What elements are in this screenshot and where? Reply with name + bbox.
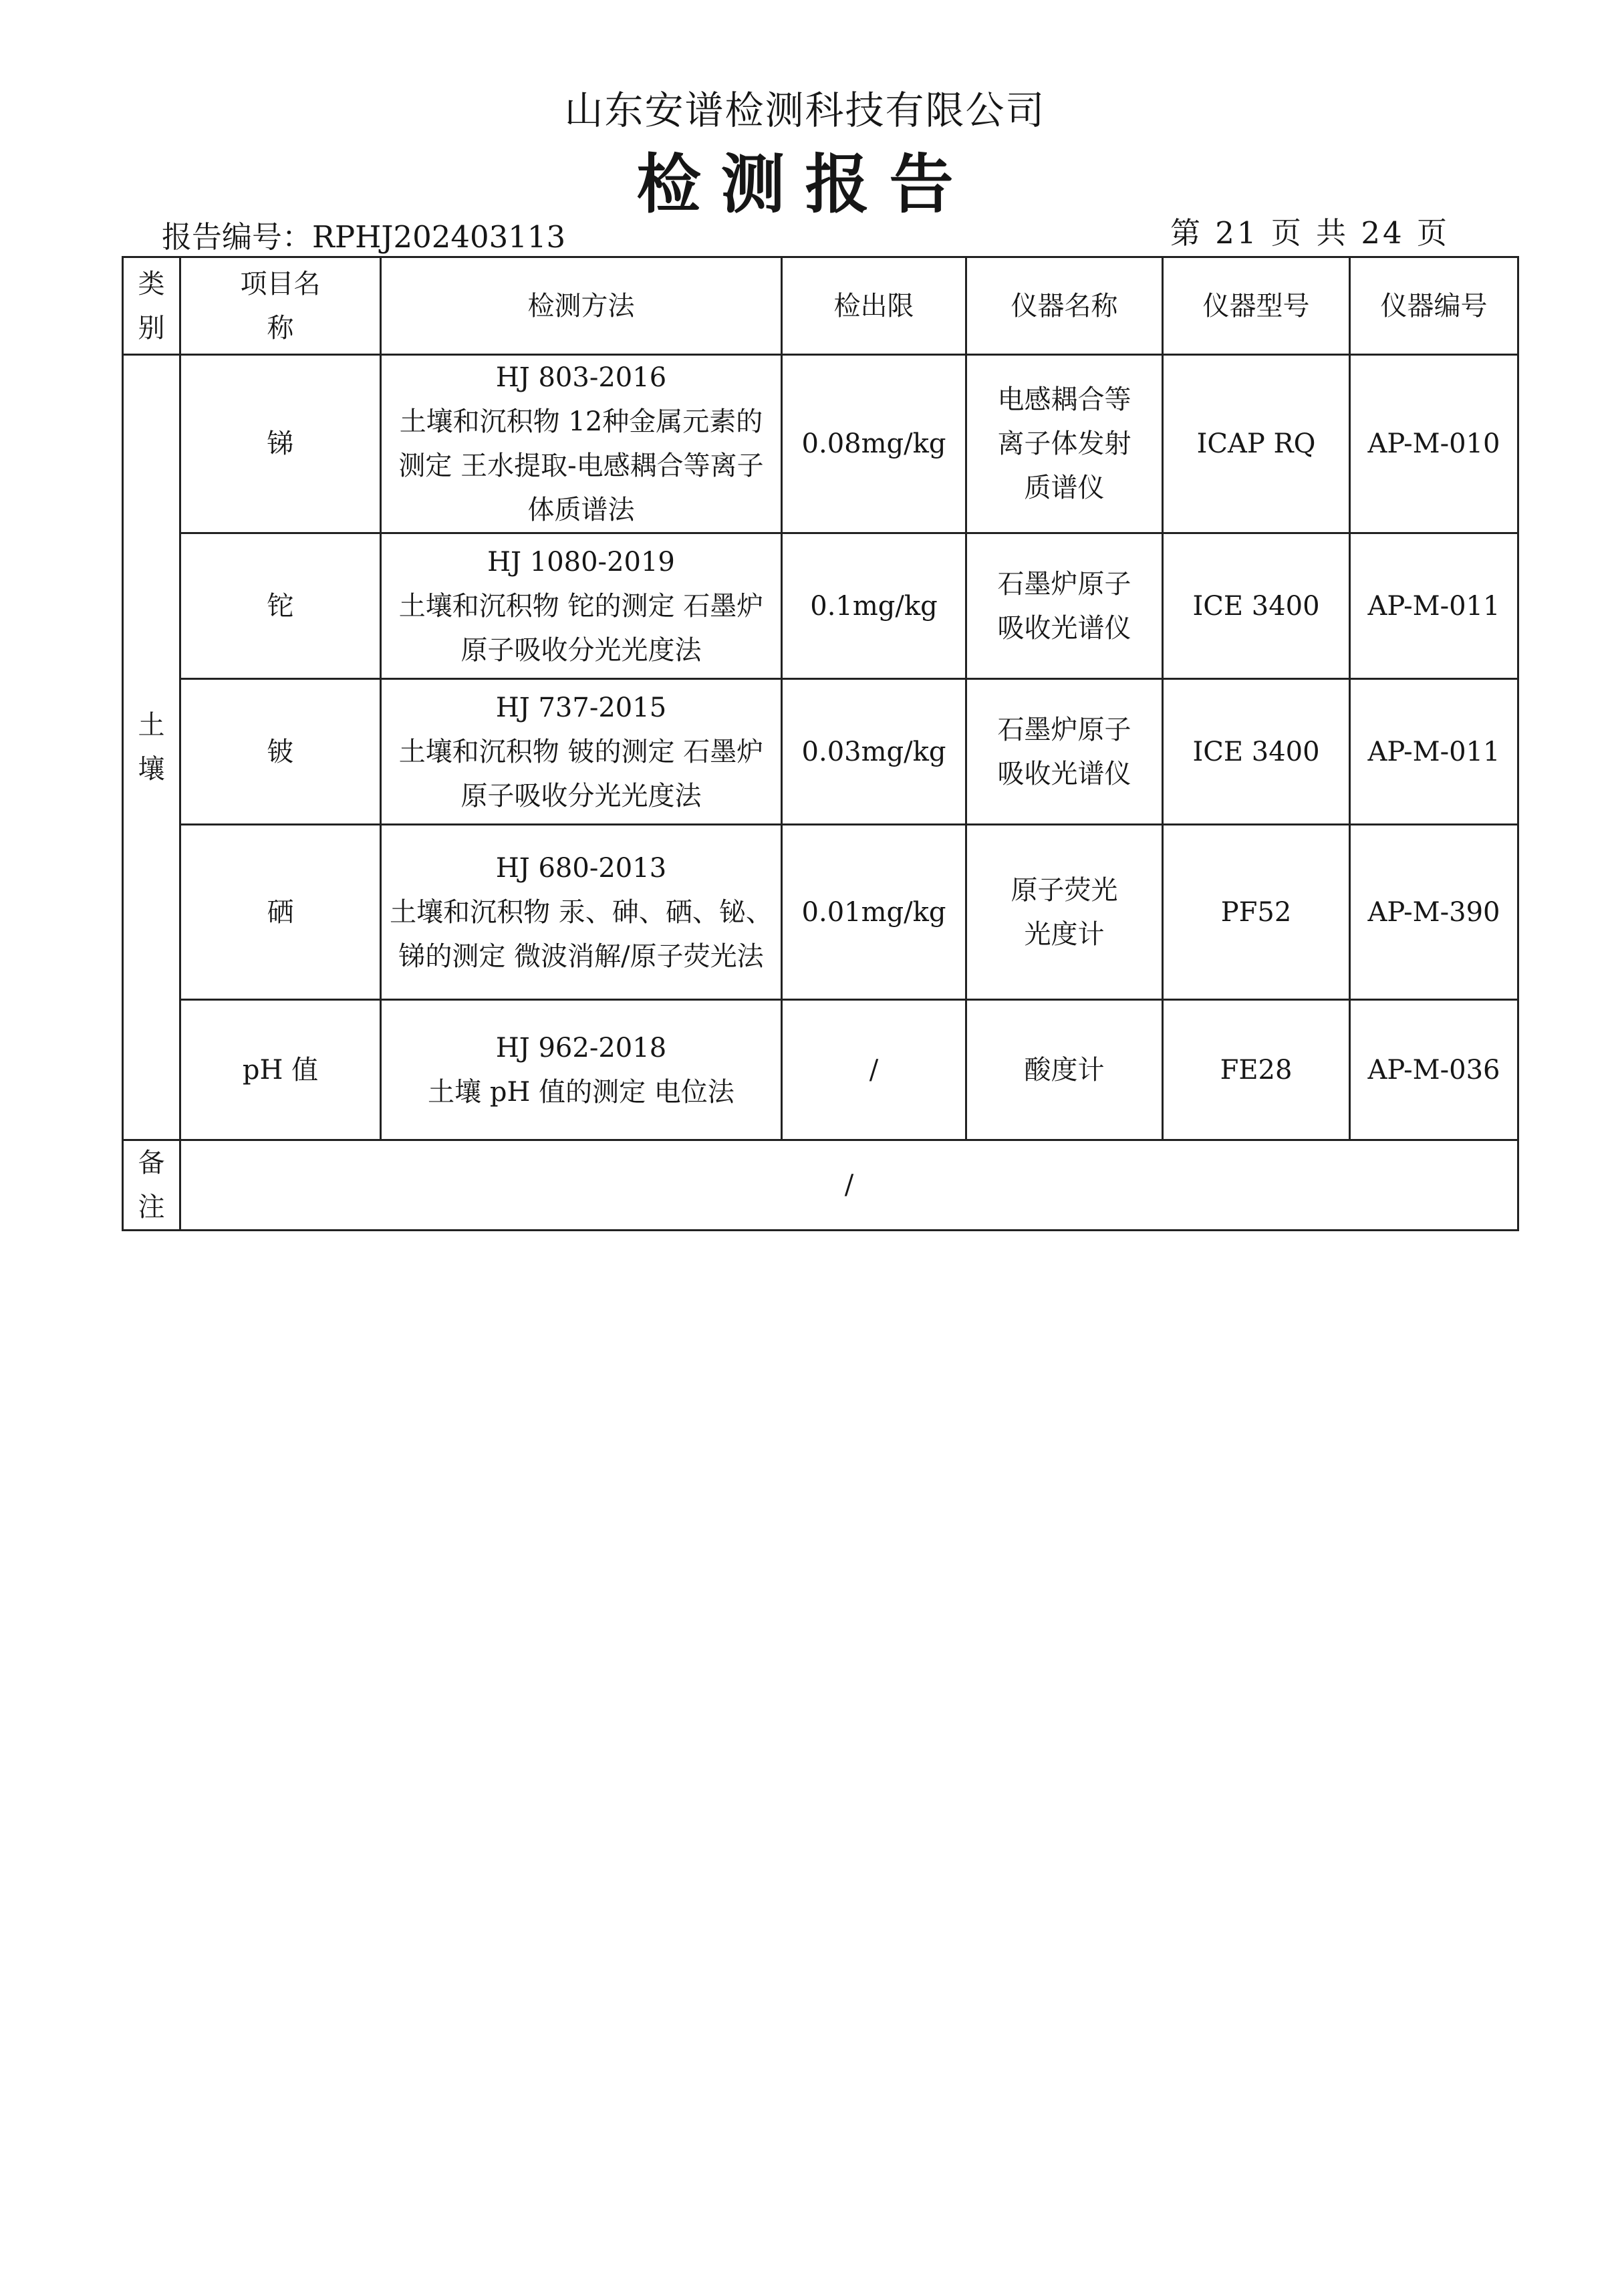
number-cell: AP-M-011 — [1350, 679, 1518, 825]
model-cell: ICAP RQ — [1163, 355, 1350, 533]
instrument-cell: 石墨炉原子吸收光谱仪 — [966, 679, 1163, 825]
method-name: 土壤和沉积物 汞、砷、硒、铋、锑的测定 微波消解/原子荧光法 — [390, 896, 773, 972]
method-code: HJ 737-2015 — [495, 692, 667, 723]
header-number: 仪器编号 — [1350, 257, 1518, 355]
method-cell — [381, 1000, 782, 1140]
header-item: 项目名称 — [180, 257, 381, 355]
method-code: HJ 962-2018 — [495, 1032, 667, 1063]
report-title: 检测报告 — [636, 147, 974, 222]
model-cell: PF52 — [1163, 825, 1350, 1000]
method-cell — [381, 679, 782, 825]
method-name: 土壤 pH 值的测定 电位法 — [428, 1076, 734, 1108]
company-name: 山东安谱检测科技有限公司 — [564, 88, 1046, 133]
number-cell: AP-M-010 — [1350, 355, 1518, 533]
header-instrument: 仪器名称 — [966, 257, 1163, 355]
method-cell — [381, 825, 782, 1000]
test-method-table — [122, 256, 1519, 1231]
limit-cell: / — [782, 1000, 966, 1140]
method-name: 土壤和沉积物 12种金属元素的测定 王水提取-电感耦合等离子体质谱法 — [398, 406, 764, 525]
report-number: 报告编号：RPHJ202403113 — [162, 219, 566, 255]
limit-cell: 0.1mg/kg — [782, 533, 966, 679]
method-code: HJ 803-2016 — [495, 362, 667, 393]
remark-label: 备注 — [123, 1140, 180, 1231]
header-method: 检测方法 — [381, 257, 782, 355]
number-cell: AP-M-390 — [1350, 825, 1518, 1000]
table-row — [123, 355, 1518, 533]
limit-cell: 0.01mg/kg — [782, 825, 966, 1000]
number-cell: AP-M-036 — [1350, 1000, 1518, 1140]
model-cell: FE28 — [1163, 1000, 1350, 1140]
category-cell: 土壤 — [123, 355, 180, 1140]
header-limit: 检出限 — [782, 257, 966, 355]
header-category: 类别 — [123, 257, 180, 355]
method-code: HJ 1080-2019 — [487, 546, 675, 578]
instrument-cell: 石墨炉原子吸收光谱仪 — [966, 533, 1163, 679]
header-model: 仪器型号 — [1163, 257, 1350, 355]
number-cell: AP-M-011 — [1350, 533, 1518, 679]
table-row — [123, 1000, 1518, 1140]
method-code: HJ 680-2013 — [495, 852, 667, 884]
model-cell: ICE 3400 — [1163, 679, 1350, 825]
method-name: 土壤和沉积物 铊的测定 石墨炉原子吸收分光光度法 — [398, 590, 764, 666]
item-cell: pH 值 — [180, 1000, 381, 1140]
limit-cell: 0.03mg/kg — [782, 679, 966, 825]
instrument-cell: 原子荧光光度计 — [966, 825, 1163, 1000]
remark-value: / — [180, 1140, 1518, 1231]
table-row — [123, 533, 1518, 679]
limit-cell: 0.08mg/kg — [782, 355, 966, 533]
method-cell — [381, 533, 782, 679]
table-header-row — [123, 257, 1518, 355]
instrument-cell: 电感耦合等离子体发射质谱仪 — [966, 355, 1163, 533]
item-cell: 铊 — [180, 533, 381, 679]
instrument-cell: 酸度计 — [966, 1000, 1163, 1140]
item-cell: 锑 — [180, 355, 381, 533]
item-cell: 硒 — [180, 825, 381, 1000]
table-row — [123, 679, 1518, 825]
model-cell: ICE 3400 — [1163, 533, 1350, 679]
item-cell: 铍 — [180, 679, 381, 825]
method-cell — [381, 355, 782, 533]
method-name: 土壤和沉积物 铍的测定 石墨炉原子吸收分光光度法 — [398, 736, 764, 811]
remark-row — [123, 1140, 1518, 1231]
table-row — [123, 825, 1518, 1000]
page-info: 第 21 页 共 24 页 — [1170, 215, 1450, 251]
